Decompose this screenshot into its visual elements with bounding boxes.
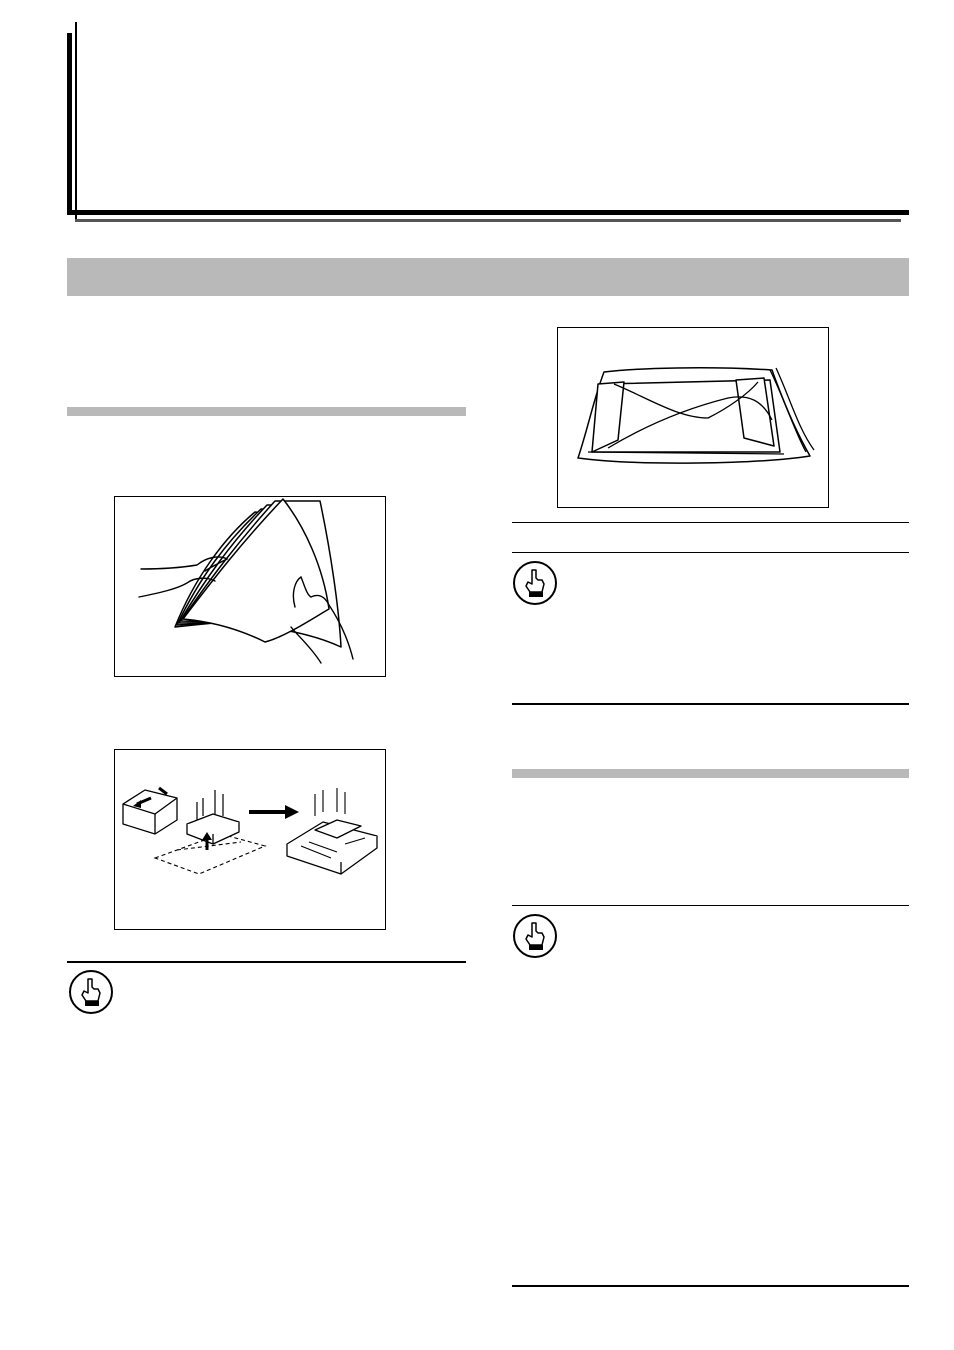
note-rule-top-right-1 [512, 552, 909, 553]
figure-paper-ream-wrapper [557, 327, 829, 508]
pointing-hand-icon [512, 560, 558, 606]
chapter-header-rule [67, 210, 909, 215]
fanning-paper-icon [115, 497, 384, 675]
note-icon-wrap-right-1 [512, 560, 558, 606]
subsection-band-right [512, 769, 909, 778]
section-heading-band [67, 258, 909, 296]
subsection-band-left [67, 407, 466, 416]
pointing-hand-icon [68, 969, 114, 1015]
note-icon-wrap-right-2 [512, 913, 558, 959]
loading-paper-tray-icon [115, 750, 384, 928]
paper-ream-wrapper-icon [558, 328, 827, 506]
chapter-left-bar [67, 33, 72, 215]
figure-loading-paper-tray [114, 749, 386, 930]
note-rule-bottom-right-2 [512, 1285, 909, 1287]
chapter-header-rule-shadow [75, 219, 901, 222]
chapter-left-bar-thin [75, 22, 77, 222]
note-rule-bottom-right-1 [512, 703, 909, 705]
divider-right-1 [512, 522, 909, 523]
note-icon-wrap-left [68, 969, 114, 1015]
figure-fanning-paper [114, 496, 386, 677]
pointing-hand-icon [512, 913, 558, 959]
note-rule-top-left [67, 961, 466, 963]
note-rule-top-right-2 [512, 905, 909, 906]
